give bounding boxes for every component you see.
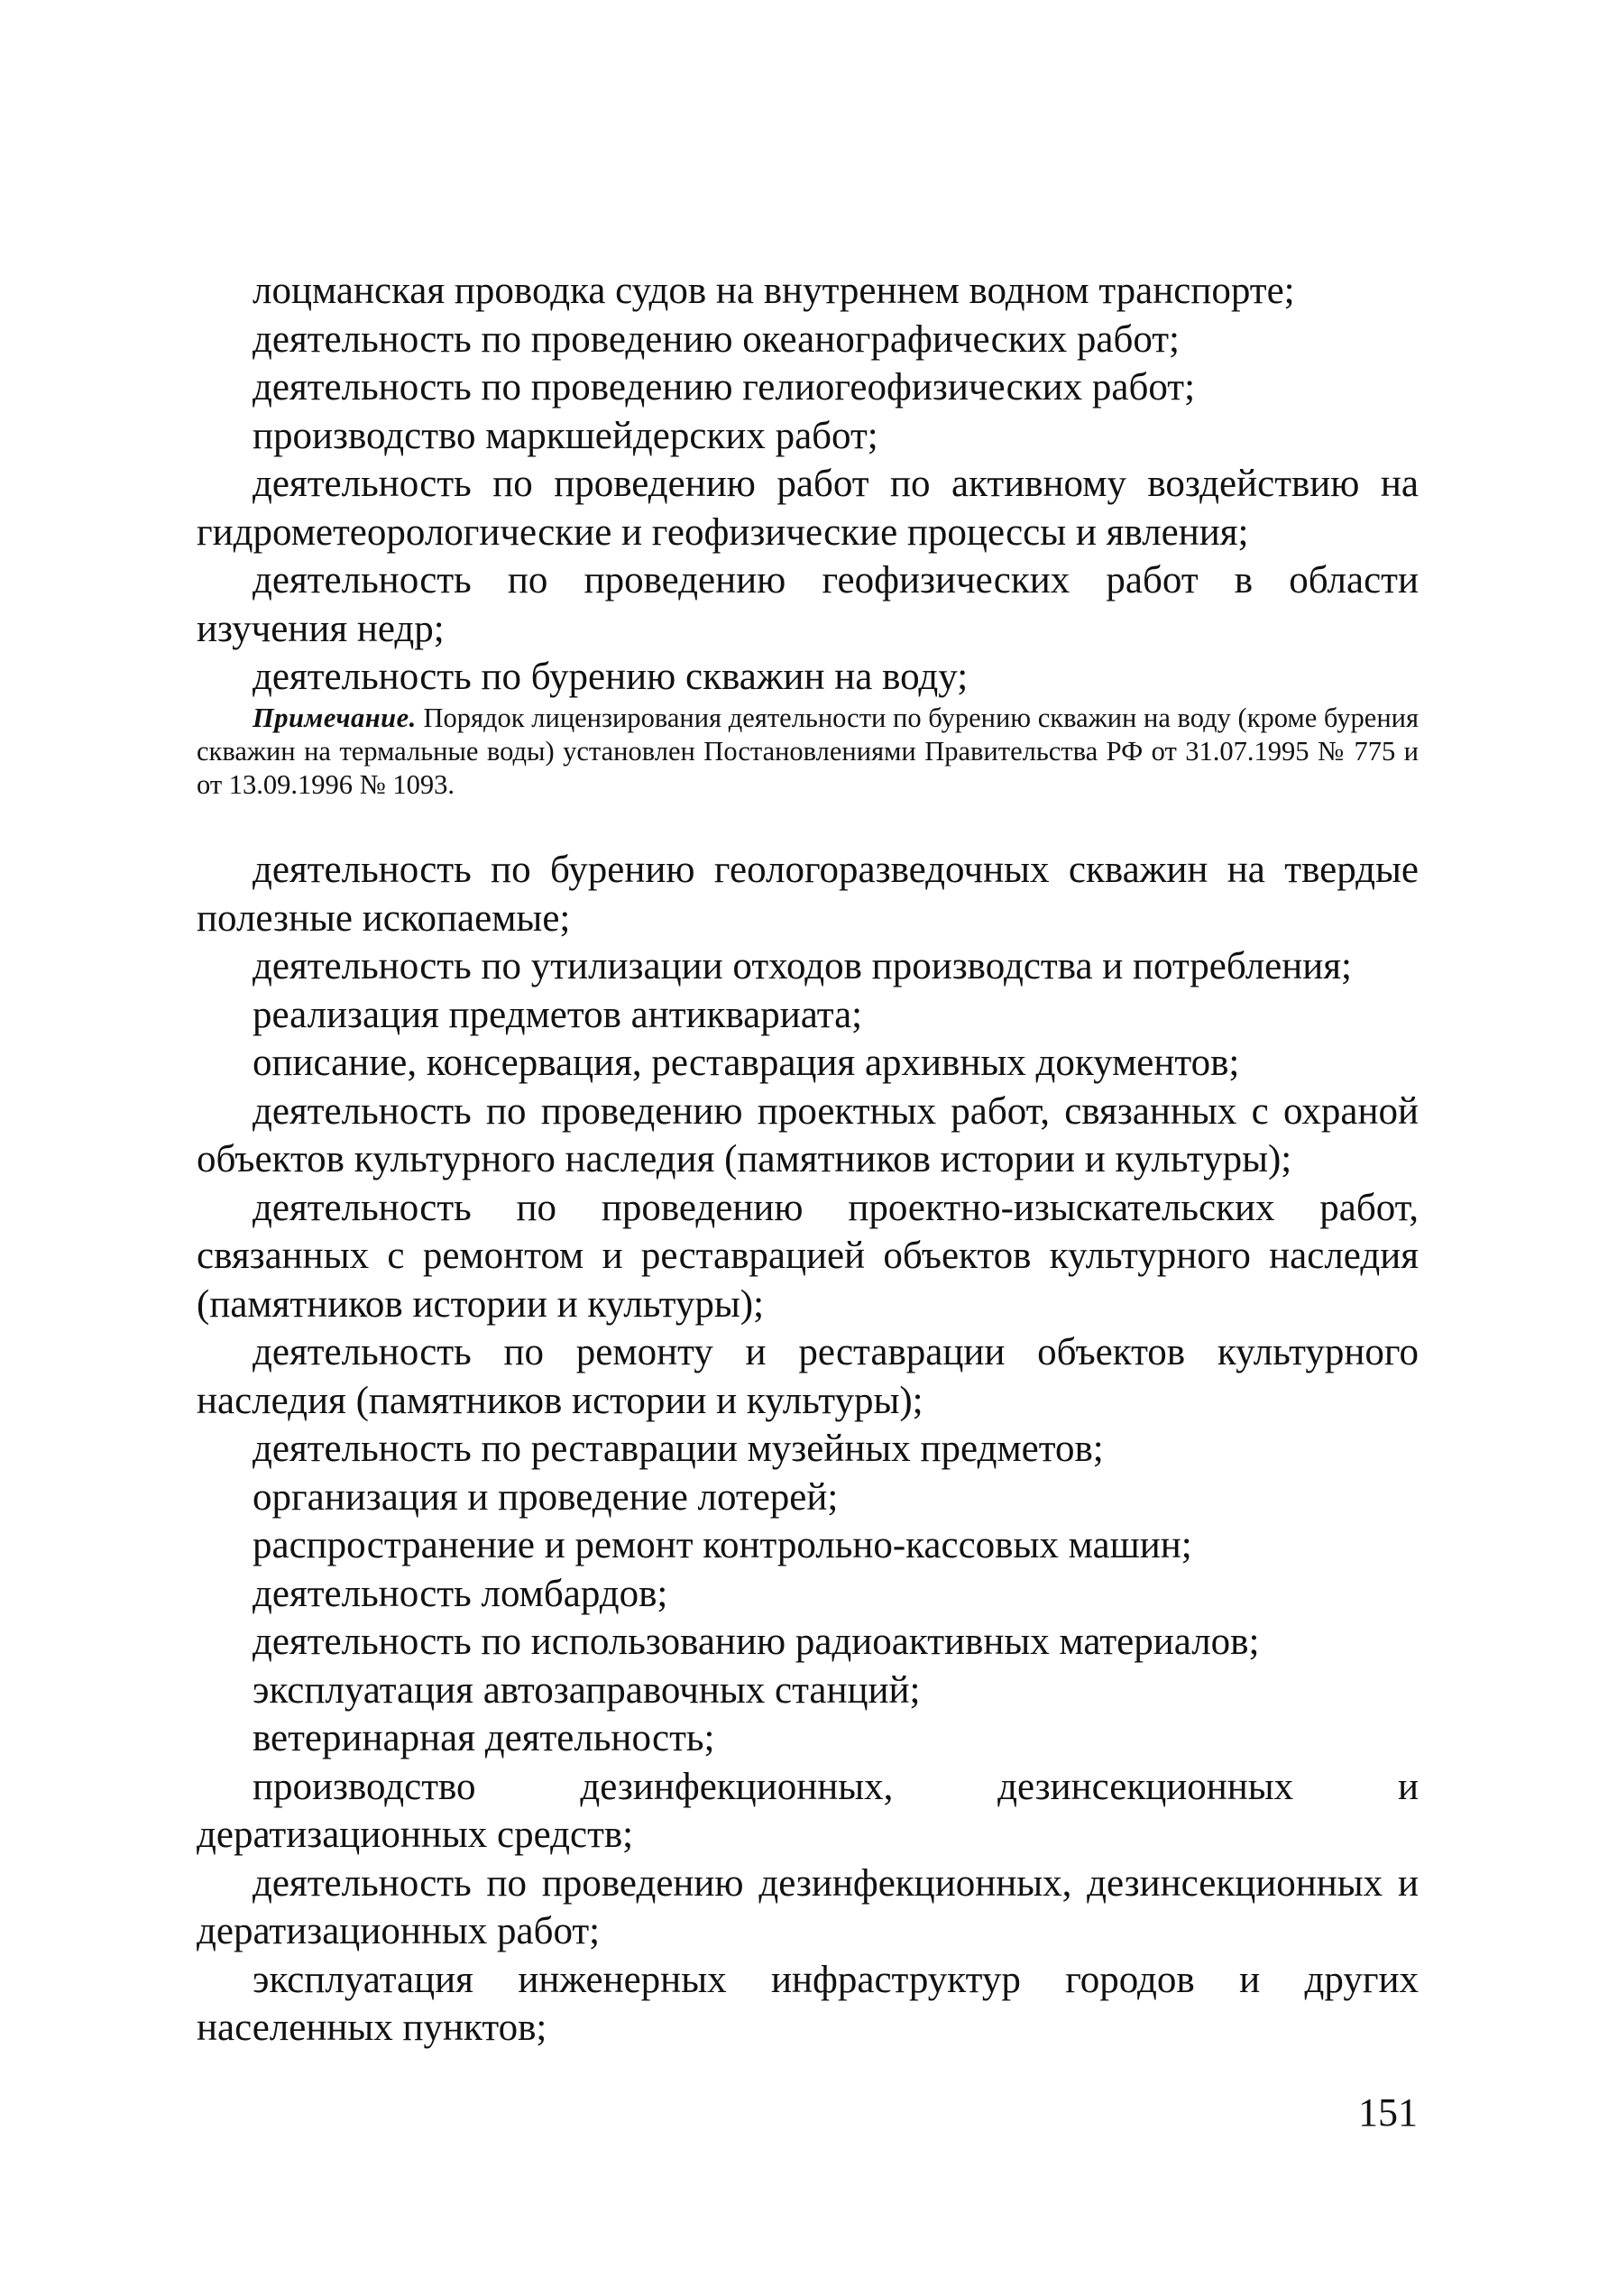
list-item: деятельность по проведению океанографических работ; — [253, 317, 1180, 361]
list-item: лоцманская проводка судов на внутреннем водном транспорте; — [253, 270, 1295, 312]
list-item: деятельность по проведению геофизических работ в области изучения недр; — [197, 559, 1419, 650]
list-item: деятельность по проведению проектно-изыскательских работ, связанных с ремонтом и реставрацией объектов культурного наследия (памятников истории и культуры); — [197, 1186, 1419, 1326]
note-text: Порядок лицензирования деятельности по бурению скважин на воду (кроме бурения скважин на термальные воды) установлен Постановлениями Правительства РФ от 31.07.1995 № 775 и от 13.09.1996 № 1093. — [197, 703, 1420, 800]
list-item: эксплуатация инженерных инфраструктур городов и других населенных пунктов; — [197, 1958, 1419, 2049]
list-item: реализация предметов антиквариата; — [253, 993, 863, 1036]
list-item: деятельность по проведению дезинфекционных, дезинсекционных и дератизационных работ; — [197, 1861, 1419, 1952]
list-item: деятельность ломбардов; — [253, 1572, 668, 1615]
list-item: деятельность по реставрации музейных предметов; — [253, 1428, 1104, 1470]
list-item: деятельность по утилизации отходов производства и потребления; — [253, 945, 1352, 987]
list-item: деятельность по проведению проектных работ, связанных с охраной объектов культурного наследия (памятников истории и культуры); — [197, 1089, 1419, 1180]
list-item: деятельность по проведению гелиогеофизических работ; — [253, 366, 1196, 409]
page-number: 151 — [1358, 2090, 1418, 2135]
list-item: ветеринарная деятельность; — [253, 1717, 715, 1759]
list-item: распространение и ремонт контрольно-кассовых машин; — [253, 1524, 1192, 1566]
list-item: описание, консервация, реставрация архивных документов; — [253, 1042, 1240, 1084]
list-item: организация и проведение лотерей; — [253, 1475, 839, 1519]
list-item: деятельность по использованию радиоактивных материалов; — [253, 1621, 1260, 1663]
note-label: Примечание. — [253, 703, 417, 733]
license-list-bottom — [197, 846, 1419, 2053]
list-item: производство маркшейдерских работ; — [253, 414, 878, 457]
footnote-note — [197, 702, 1419, 802]
list-item: деятельность по ремонту и реставрации объектов культурного наследия (памятников истории и культуры); — [197, 1331, 1419, 1422]
list-item: производство дезинфекционных, дезинсекционных и дератизационных средств; — [197, 1765, 1419, 1856]
list-item: деятельность по бурению скважин на воду; — [253, 656, 969, 698]
list-item: деятельность по проведению работ по активному воздействию на гидрометеорологические и геофизические процессы и явления; — [197, 463, 1419, 554]
list-item: эксплуатация автозаправочных станций; — [253, 1668, 921, 1712]
license-list-top — [197, 267, 1419, 702]
list-item: деятельность по бурению геологоразведочных скважин на твердые полезные ископаемые; — [197, 849, 1419, 940]
